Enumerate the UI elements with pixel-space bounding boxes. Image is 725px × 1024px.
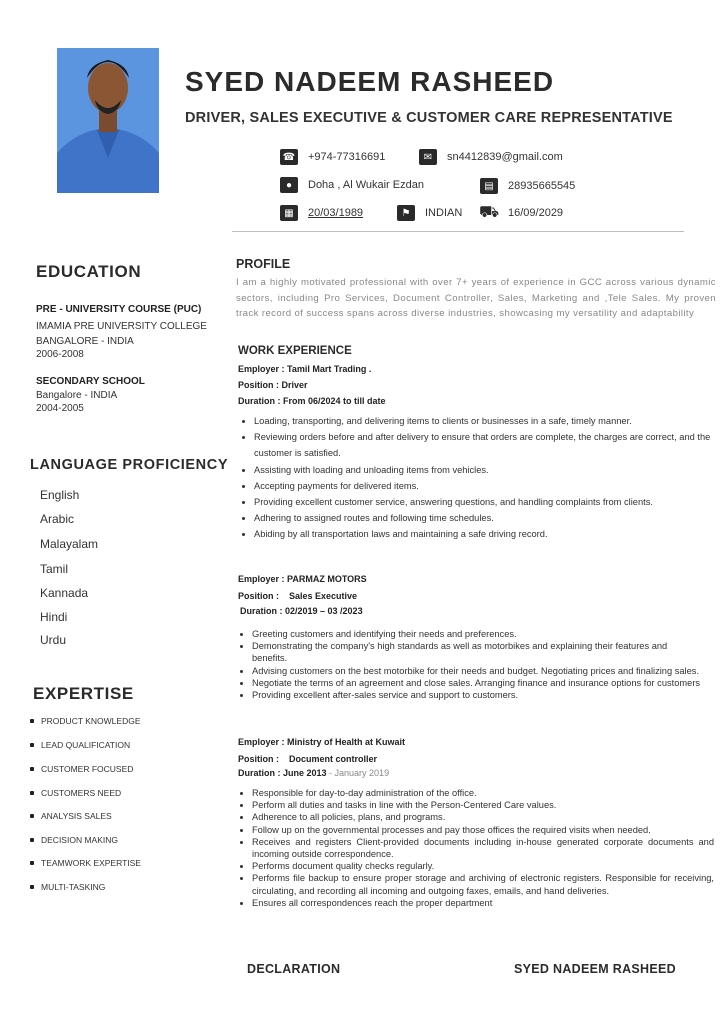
contact-phone xyxy=(280,149,385,165)
dob-value: 20/03/1989 xyxy=(308,207,364,219)
education-school-1: IMAMIA PRE UNIVERSITY COLLEGE xyxy=(36,321,207,332)
contact-location xyxy=(280,177,424,193)
list-item: • Loading, transporting, and delivering items to clients or businesses in a safe, timely manner. xyxy=(254,413,716,429)
id-card-icon: ▤ xyxy=(480,178,498,194)
flag-icon: ⚑ xyxy=(397,205,415,221)
language-item: Malayalam xyxy=(40,537,99,551)
list-item: • Assisting with loading and unloading items from vehicles. xyxy=(254,462,716,478)
expertise-item: LEAD QUALIFICATION xyxy=(30,740,130,750)
license-expiry-value: 16/09/2029 xyxy=(508,207,564,219)
job-duties-list xyxy=(238,413,716,543)
mail-icon: ✉ xyxy=(419,149,437,165)
bullet-icon xyxy=(30,767,34,771)
phone-value: +974-77316691 xyxy=(308,151,386,163)
expertise-item: ANALYSIS SALES xyxy=(30,811,112,821)
email-value: sn4412839@gmail.com xyxy=(447,151,563,163)
expertise-item: DECISION MAKING xyxy=(30,835,118,845)
list-item: • Advising customers on the best motorbike for their needs and budget. Negotiating prices and finalizing sales. xyxy=(252,665,702,677)
bullet-icon xyxy=(30,719,34,723)
contact-license xyxy=(480,205,563,221)
expertise-heading: EXPERTISE xyxy=(33,684,134,703)
contact-dob xyxy=(280,205,363,221)
bullet-icon xyxy=(30,838,34,842)
education-heading: EDUCATION xyxy=(36,262,142,281)
job-employer: Employer : PARMAZ MOTORS xyxy=(238,574,367,584)
list-item: • Providing excellent customer service, answering questions, and handling complaints from clients. xyxy=(254,494,716,510)
phone-icon: ☎ xyxy=(280,149,298,165)
expertise-item: CUSTOMER FOCUSED xyxy=(30,764,133,774)
declaration-heading: DECLARATION xyxy=(247,962,341,976)
nationality-value: INDIAN xyxy=(425,207,463,219)
education-place-2: Bangalore - INDIA xyxy=(36,390,118,401)
bullet-icon xyxy=(30,861,34,865)
car-icon: ⛟ xyxy=(478,204,500,221)
language-item: Hindi xyxy=(40,610,68,624)
list-item: • Performs file backup to ensure proper storage and archiving of electronic registers. Responsible for receiving, circulating, and recording all incoming and outgoing faxes, emails, and hand deliveries. xyxy=(252,872,714,896)
bullet-icon xyxy=(30,814,34,818)
language-item: Arabic xyxy=(40,512,75,526)
location-value: Doha , Al Wukair Ezdan xyxy=(308,179,424,191)
list-item: • Providing excellent after-sales service and support to customers. xyxy=(252,689,702,701)
language-heading: LANGUAGE PROFICIENCY xyxy=(30,457,229,473)
location-pin-icon: ● xyxy=(280,177,298,193)
list-item: • Adhering to assigned routes and following time schedules. xyxy=(254,510,716,526)
language-item: English xyxy=(40,488,80,502)
education-years-2: 2004-2005 xyxy=(36,403,84,414)
list-item: • Greeting customers and identifying their needs and preferences. xyxy=(252,628,702,640)
list-item: • Performs document quality checks regularly. xyxy=(252,860,714,872)
list-item: • Ensures all correspondences reach the proper department xyxy=(252,897,714,909)
work-experience-heading: WORK EXPERIENCE xyxy=(238,345,352,357)
education-years-1: 2006-2008 xyxy=(36,349,84,360)
list-item: • Adherence to all policies, plans, and programs. xyxy=(252,811,714,823)
expertise-item: PRODUCT KNOWLEDGE xyxy=(30,716,141,726)
job-employer: Employer : Ministry of Health at Kuwait xyxy=(238,737,406,747)
language-item: Urdu xyxy=(40,633,67,647)
expertise-item: MULTI-TASKING xyxy=(30,882,105,892)
header-divider xyxy=(232,231,684,232)
job-duration: Duration : From 06/2024 to till date xyxy=(238,396,386,406)
education-place-1: BANGALORE - INDIA xyxy=(36,336,134,347)
job-duties-list xyxy=(236,787,714,909)
list-item: • Reviewing orders before and after delivery to ensure that orders are complete, the charges are correct, and the customer is satisfied. xyxy=(254,429,716,461)
job-position: Position : Sales Executive xyxy=(238,591,358,601)
list-item: • Accepting payments for delivered items. xyxy=(254,478,716,494)
candidate-title: DRIVER, SALES EXECUTIVE & CUSTOMER CARE REPRESENTATIVE xyxy=(185,110,673,126)
contact-nationality xyxy=(397,205,462,221)
contact-email xyxy=(419,149,563,165)
signature-name: SYED NADEEM RASHEED xyxy=(514,962,676,976)
job-duration: Duration : June 2013 - January 2019 xyxy=(238,768,390,778)
bullet-icon xyxy=(30,791,34,795)
list-item: • Negotiate the terms of an agreement and close sales. Arranging finance and insurance options for customers xyxy=(252,677,702,689)
calendar-icon: ▦ xyxy=(280,205,298,221)
expertise-item: CUSTOMERS NEED xyxy=(30,788,121,798)
profile-heading: PROFILE xyxy=(236,257,291,271)
job-duration: Duration : 02/2019 – 03 /2023 xyxy=(240,606,363,616)
job-duties-list xyxy=(236,628,702,701)
education-course-2: SECONDARY SCHOOL xyxy=(36,376,145,387)
language-item: Kannada xyxy=(40,586,89,600)
candidate-name: SYED NADEEM RASHEED xyxy=(185,66,555,97)
education-course-1: PRE - UNIVERSITY COURSE (PUC) xyxy=(36,304,202,315)
bullet-icon xyxy=(30,743,34,747)
profile-summary: I am a highly motivated professional with over 7+ years of experience in GCC across various dynamic sectors, including Pro Services, Document Controller, Sales, Marketing and ,Tele Sales. My proven track record of success spans across diverse industries, showcasing my versatility and adaptability xyxy=(236,277,716,319)
contact-id xyxy=(480,178,575,194)
language-item: Tamil xyxy=(40,562,69,576)
job-position: Position : Document controller xyxy=(238,754,378,764)
profile-photo xyxy=(57,48,159,193)
list-item: • Follow up on the governmental processes and pay those offices the required visits when needed. xyxy=(252,824,714,836)
list-item: • Demonstrating the company's high standards as well as motorbikes and explaining their features and benefits. xyxy=(252,640,702,664)
list-item: • Abiding by all transportation laws and maintaining a safe driving record. xyxy=(254,526,716,542)
list-item: • Receives and registers Client-provided documents including in-house generated corporate documents and incoming outside correspondence. xyxy=(252,836,714,860)
bullet-icon xyxy=(30,885,34,889)
job-employer: Employer : Tamil Mart Trading . xyxy=(238,364,372,374)
job-position: Position : Driver xyxy=(238,380,308,390)
list-item: • Perform all duties and tasks in line with the Person-Centered Care values. xyxy=(252,799,714,811)
expertise-item: TEAMWORK EXPERTISE xyxy=(30,858,141,868)
list-item: • Responsible for day-to-day administration of the office. xyxy=(252,787,714,799)
id-number-value: 28935665545 xyxy=(508,180,576,192)
